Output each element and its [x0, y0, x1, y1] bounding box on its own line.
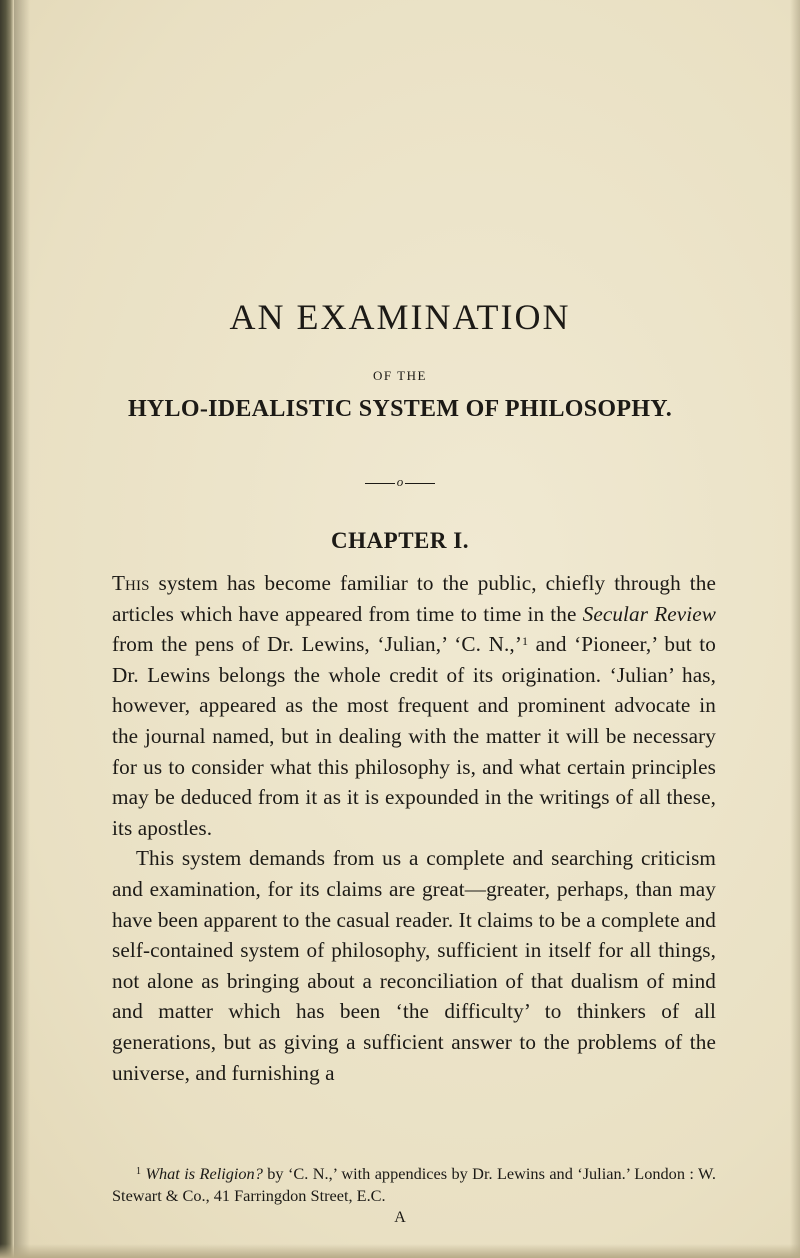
page-edge-bottom	[0, 1244, 800, 1258]
page-title: AN EXAMINATION	[229, 297, 571, 337]
book-spine	[0, 0, 14, 1258]
footnote-reference: 1	[521, 634, 529, 649]
drop-word: This	[112, 571, 150, 595]
spine-shadow	[14, 0, 30, 1258]
paragraph-1-part-b: from the pens of Dr. Lewins, ‘Julian,’ ‘C. N.,’	[112, 632, 522, 657]
paragraph-2: This system demands from us a complete and searching criticism and examination, for its claims are great—greater, perhaps, than may have been apparent to the casual reader. It claims to be a complete and self-contained system of philosophy, sufficient in itself for all things, not alone as bringing about a reconciliation of that dualism of mind and matter which has been ‘the difficulty’ to thinkers of all generations, but as giving a sufficient answer to the problems of the universe, and furnishing a	[112, 846, 716, 1085]
paragraph-1-part-a: system has become familiar to the public, chiefly through the articles which have appeared from time to time in the	[112, 571, 716, 626]
footnote-book-title: What is Religion?	[145, 1164, 263, 1183]
section-ornament	[0, 474, 800, 494]
title-connector: OF THE	[373, 368, 427, 383]
footnote-text: by ‘C. N.,’ with appendices by Dr. Lewins and ‘Julian.’ London : W. Stewart & Co., 41 Farringdon Street, E.C.	[112, 1164, 716, 1205]
page-subtitle: HYLO-IDEALISTIC SYSTEM OF PHILOSOPHY.	[127, 396, 673, 422]
footnote-marker: 1	[136, 1166, 141, 1177]
signature-mark: A	[394, 1209, 406, 1226]
page-edge-right	[790, 0, 800, 1258]
ornament-rule-left	[365, 483, 395, 484]
body-text	[112, 568, 716, 1088]
paragraph-1	[112, 568, 716, 843]
publication-title: Secular Review	[582, 601, 716, 626]
chapter-heading: CHAPTER I.	[331, 528, 469, 553]
paragraph-1-part-c: and ‘Pioneer,’ but to Dr. Lewins belongs the whole credit of its origination. ‘Julian’ has, however, appeared as the most frequent and prominent advocate in the journal named, but in dealing with the matter it will be necessary for us to consider what this philosophy is, and what certain principles may be deduced from it as it is expounded in the writings of all these, its apostles.	[112, 632, 716, 840]
footnote	[112, 1163, 716, 1207]
ornament-rule-right	[405, 483, 435, 484]
ornament-glyph: o	[396, 474, 404, 489]
